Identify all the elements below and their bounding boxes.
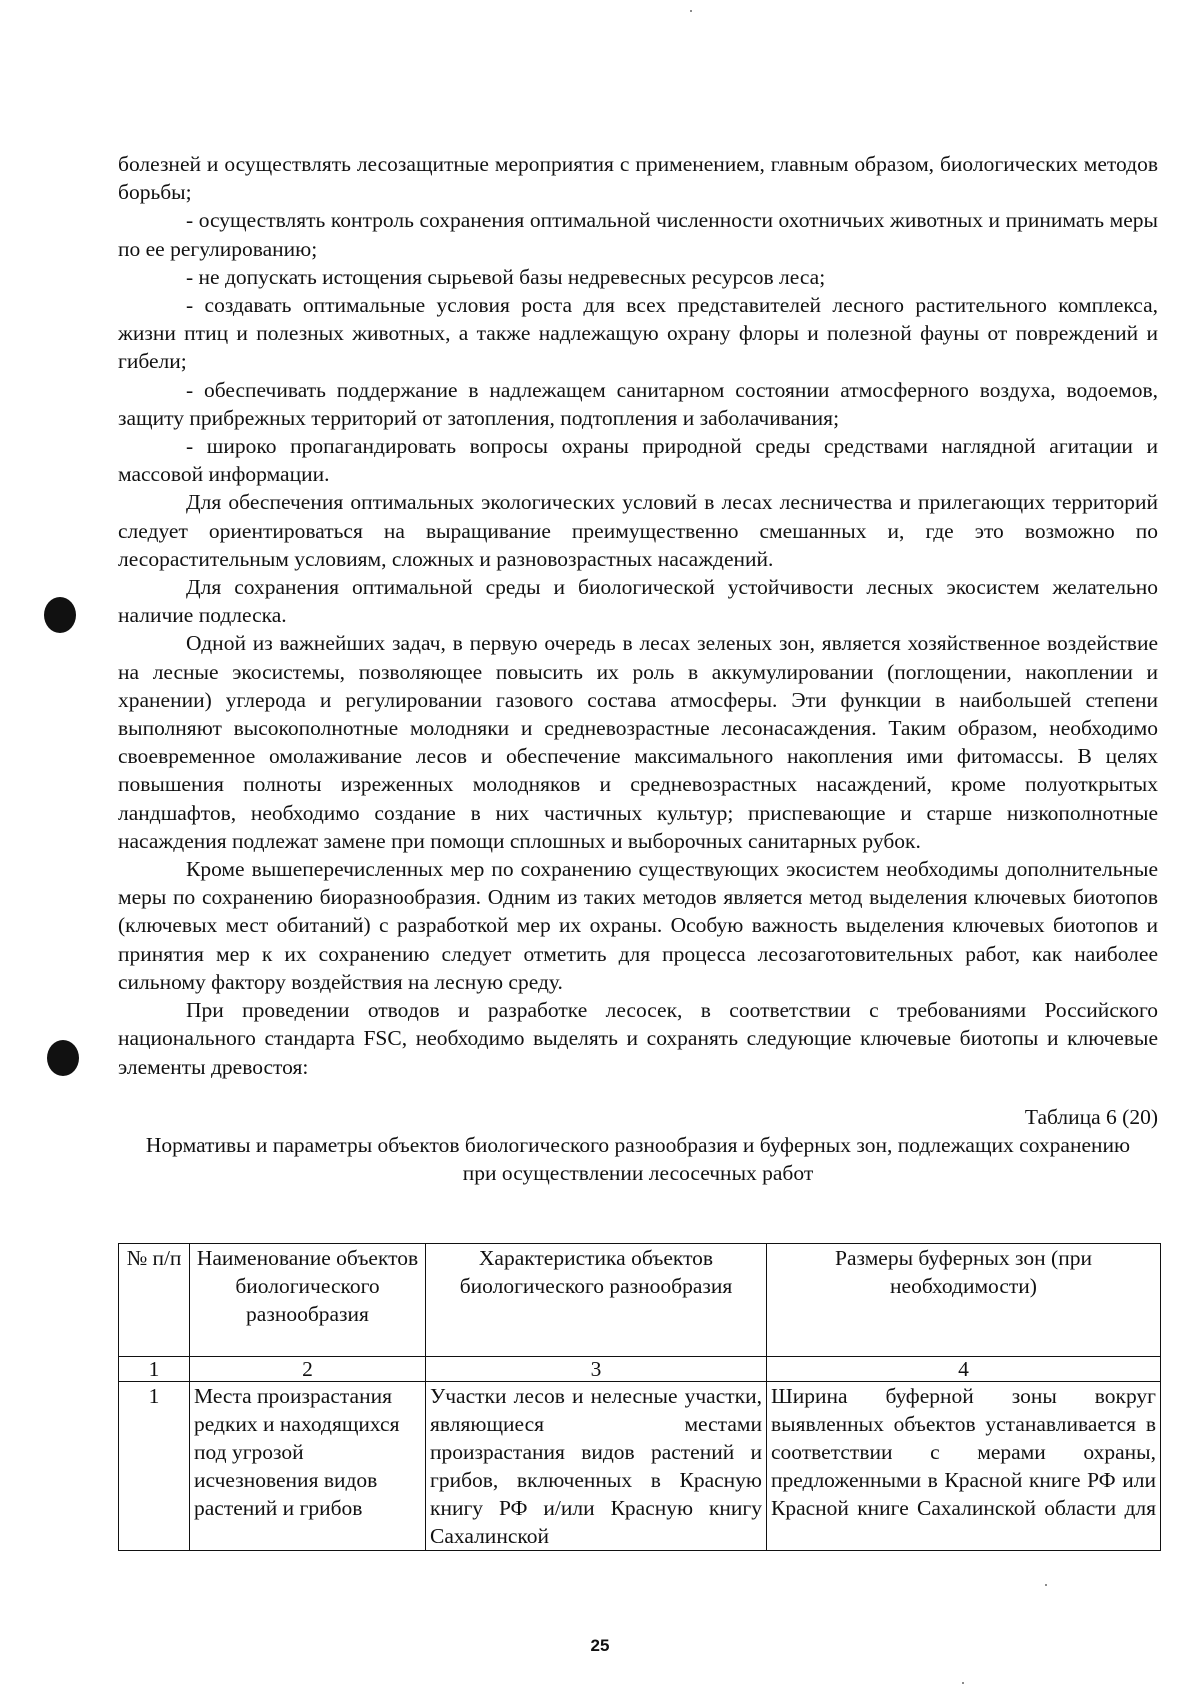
- paragraph: При проведении отводов и разработке лесосек, в соответствии с требованиями Российского национального стандарта FSC, необходимо выделять и сохранять следующие ключевые биотопы и ключевые элементы древостоя:: [118, 998, 1158, 1079]
- table-row: [119, 1382, 1161, 1551]
- punch-hole-mark: [47, 1040, 79, 1076]
- paragraph: - широко пропагандировать вопросы охраны природной среды средствами наглядной агитации и массовой информации.: [118, 434, 1158, 487]
- document-body: [118, 150, 1158, 1187]
- column-number: 2: [190, 1357, 426, 1382]
- paragraph: - обеспечивать поддержание в надлежащем санитарном состоянии атмосферного воздуха, водоемов, защиту прибрежных территорий от затопления, подтопления и заболачивания;: [118, 377, 1158, 430]
- header-cell-buffer: Размеры буферных зон (при необходимости): [767, 1244, 1161, 1357]
- column-number: 3: [426, 1357, 767, 1382]
- object-name: Места произрастания редких и находящихся под угрозой исчезновения видов растений и грибов: [190, 1382, 426, 1551]
- scan-speck: [1045, 1584, 1047, 1586]
- object-characteristic: Участки лесов и нелесные участки, являющиеся местами произрастания видов растений и грибов, включенных в Красную книгу РФ и/или Красную книгу Сахалинской: [426, 1382, 767, 1551]
- header-cell-characteristic: Характеристика объектов биологического разнообразия: [426, 1244, 767, 1357]
- row-number: 1: [119, 1382, 190, 1551]
- table-title: Нормативы и параметры объектов биологического разнообразия и буферных зон, подлежащих сохранению при осуществлении лесосечных работ: [145, 1132, 1131, 1185]
- biodiversity-norms-table: [118, 1243, 1161, 1551]
- paragraph: - осуществлять контроль сохранения оптимальной численности охотничьих животных и принимать меры по ее регулированию;: [118, 208, 1158, 261]
- paragraph: болезней и осуществлять лесозащитные мероприятия с применением, главным образом, биологических методов борьбы;: [118, 152, 1158, 205]
- table-header-row: [119, 1244, 1161, 1357]
- column-number-row: [119, 1357, 1161, 1382]
- punch-hole-mark: [44, 597, 76, 633]
- scan-speck: [962, 1682, 964, 1684]
- paragraph: Кроме вышеперечисленных мер по сохранению существующих экосистем необходимы дополнительные меры по сохранению биоразнообразия. Одним из таких методов является метод выделения ключевых биотопов (ключевых мест обитаний) с разработкой мер их охраны. Особую важность выделения ключевых биотопов и принятия мер к их сохранению следует отметить для процесса лесозаготовительных работ, как наиболее сильному фактору воздействия на лесную среду.: [118, 857, 1158, 994]
- table-number: Таблица 6 (20): [1024, 1104, 1158, 1129]
- header-cell-number: № п/п: [119, 1244, 190, 1357]
- page-number: 25: [590, 1636, 610, 1655]
- buffer-zone-size: Ширина буферной зоны вокруг выявленных объектов устанавливается в соответствии с мерами охраны, предложенными в Красной книге РФ или Красной книге Сахалинской области для: [767, 1382, 1161, 1551]
- paragraph: Для обеспечения оптимальных экологических условий в лесах лесничества и прилегающих территорий следует ориентироваться на выращивание преимущественно смешанных и, где это возможно по лесорастительным условиям, сложных и разновозрастных насаждений.: [118, 490, 1158, 571]
- paragraph: Для сохранения оптимальной среды и биологической устойчивости лесных экосистем желательно наличие подлеска.: [118, 575, 1158, 628]
- header-cell-name: Наименование объектов биологического разнообразия: [190, 1244, 426, 1357]
- paragraph: - создавать оптимальные условия роста для всех представителей лесного растительного комплекса, жизни птиц и полезных животных, а также надлежащую охрану флоры и полезной фауны от повреждений и гибели;: [118, 293, 1158, 374]
- paragraph: Одной из важнейших задач, в первую очередь в лесах зеленых зон, является хозяйственное воздействие на лесные экосистемы, позволяющее повысить их роль в аккумулировании (поглощении, накоплении и хранении) углерода и регулировании газового состава атмосферы. Эти функции в наибольшей степени выполняют высокополнотные молодняки и средневозрастные лесонасаждения. Таким образом, необходимо своевременное омолаживание лесов и обеспечение максимального накопления ими фитомассы. В целях повышения полноты изреженных молодняков и средневозрастных насаждений, кроме полуоткрытых ландшафтов, необходимо создание в них частичных культур; приспевающие и старше низкополнотные насаждения подлежат замене при помощи сплошных и выборочных санитарных рубок.: [118, 631, 1158, 853]
- scan-speck: [690, 10, 692, 12]
- column-number: 1: [119, 1357, 190, 1382]
- column-number: 4: [767, 1357, 1161, 1382]
- paragraph: - не допускать истощения сырьевой базы недревесных ресурсов леса;: [186, 264, 826, 289]
